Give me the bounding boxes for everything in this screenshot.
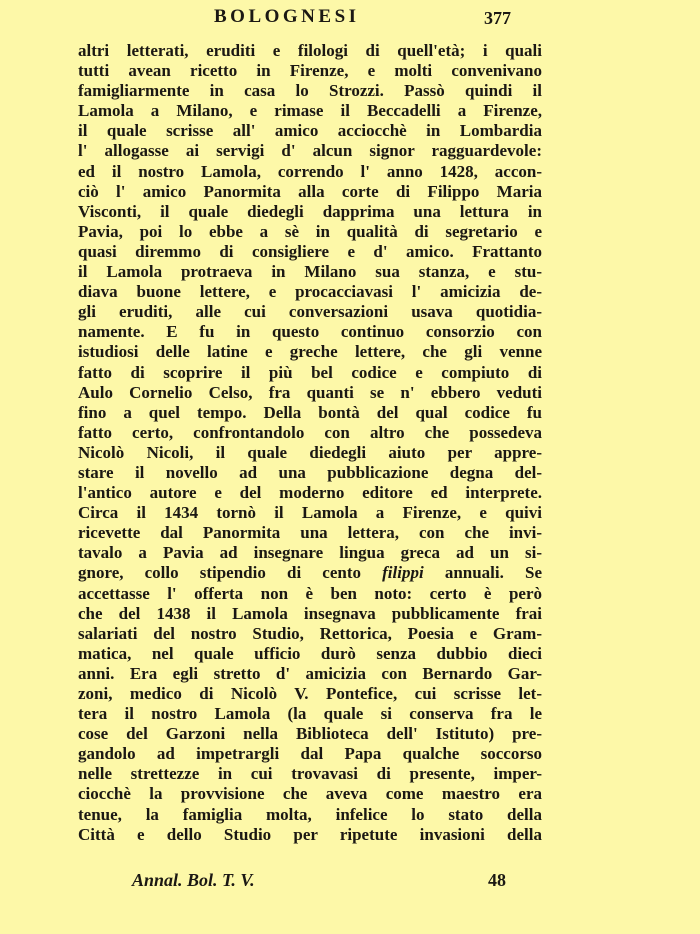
sheet-number: 48 bbox=[488, 870, 506, 890]
text-line: diava buone lettere, e procacciavasi l' amicizia de- bbox=[78, 282, 542, 302]
text-line: ed il nostro Lamola, correndo l' anno 1428, accon- bbox=[78, 161, 542, 181]
running-title: BOLOGNESI bbox=[214, 6, 360, 27]
text-line: Città e dello Studio per ripetute invasioni della bbox=[78, 824, 542, 844]
text-line: gli eruditi, alle cui conversazioni usava quotidia- bbox=[78, 302, 542, 322]
text-line: accettasse l' offerta non è ben noto: certo è però bbox=[78, 583, 542, 603]
italic-term: filippi bbox=[382, 563, 424, 583]
text-line: ciò l' amico Panormita alla corte di Filippo Maria bbox=[78, 181, 542, 201]
page-footer bbox=[0, 870, 700, 894]
text-line: famigliarmente in casa lo Strozzi. Passò quindi il bbox=[78, 81, 542, 101]
text-line: tenue, la famiglia molta, infelice lo stato della bbox=[78, 804, 542, 824]
running-head bbox=[0, 6, 700, 30]
text-line: che del 1438 il Lamola insegnava pubblicamente frai bbox=[78, 603, 542, 623]
text-line: cose del Garzoni nella Biblioteca dell' Istituto) pre- bbox=[78, 724, 542, 744]
line-segment: annuali. Se bbox=[423, 563, 542, 583]
text-line: Visconti, il quale diedegli dapprima una lettura in bbox=[78, 201, 542, 221]
text-line: Circa il 1434 tornò il Lamola a Firenze, e quivi bbox=[78, 503, 542, 523]
text-line: gandolo ad impetrargli dal Papa qualche soccorso bbox=[78, 744, 542, 764]
text-line: ricevette dal Panormita una lettera, con che invi- bbox=[78, 523, 542, 543]
text-line: fatto certo, confrontandolo con altro che possedeva bbox=[78, 422, 542, 442]
text-line bbox=[78, 563, 542, 583]
text-line: Nicolò Nicoli, il quale diedegli aiuto per appre- bbox=[78, 442, 542, 462]
text-line: il Lamola protraeva in Milano sua stanza, e stu- bbox=[78, 262, 542, 282]
page-number: 377 bbox=[484, 8, 511, 28]
text-line: anni. Era egli stretto d' amicizia con Bernardo Gar- bbox=[78, 663, 542, 683]
text-line: ciocchè la provvisione che aveva come maestro era bbox=[78, 784, 542, 804]
text-line: l' allogasse ai servigi d' alcun signor ragguardevole: bbox=[78, 141, 542, 161]
body-text bbox=[78, 41, 542, 845]
signature-mark: Annal. Bol. T. V. bbox=[132, 870, 255, 890]
text-line: tutti avean ricetto in Firenze, e molti convenivano bbox=[78, 61, 542, 81]
text-line: il quale scrisse all' amico acciocchè in Lombardia bbox=[78, 121, 542, 141]
text-line: istudiosi delle latine e greche lettere, che gli venne bbox=[78, 342, 542, 362]
text-line: nelle strettezze in cui trovavasi di presente, imper- bbox=[78, 764, 542, 784]
text-line: tavalo a Pavia ad insegnare lingua greca ad un si- bbox=[78, 543, 542, 563]
text-line: matica, nel quale ufficio durò senza dubbio dieci bbox=[78, 643, 542, 663]
text-line: salariati del nostro Studio, Rettorica, Poesia e Gram- bbox=[78, 623, 542, 643]
text-line: Pavia, poi lo ebbe a sè in qualità di segretario e bbox=[78, 221, 542, 241]
text-line: quasi diremmo di consigliere e d' amico. Frattanto bbox=[78, 241, 542, 261]
line-segment: gnore, collo stipendio di cento bbox=[78, 563, 383, 583]
text-line: zoni, medico di Nicolò V. Pontefice, cui scrisse let- bbox=[78, 684, 542, 703]
text-line: l'antico autore e del moderno editore ed interprete. bbox=[78, 483, 542, 503]
text-line: altri letterati, eruditi e filologi di quell'età; i quali bbox=[78, 41, 542, 60]
text-line: Lamola a Milano, e rimase il Beccadelli a Firenze, bbox=[78, 101, 542, 121]
text-line: fatto di scoprire il più bel codice e compiuto di bbox=[78, 362, 542, 382]
text-line: namente. E fu in questo continuo consorzio con bbox=[78, 322, 542, 342]
text-line: stare il novello ad una pubblicazione degna del- bbox=[78, 462, 542, 482]
text-line: fino a quel tempo. Della bontà del qual codice fu bbox=[78, 402, 542, 422]
text-line: tera il nostro Lamola (la quale si conserva fra le bbox=[78, 704, 542, 724]
text-line: Aulo Cornelio Celso, fra quanti se n' ebbero veduti bbox=[78, 382, 542, 402]
